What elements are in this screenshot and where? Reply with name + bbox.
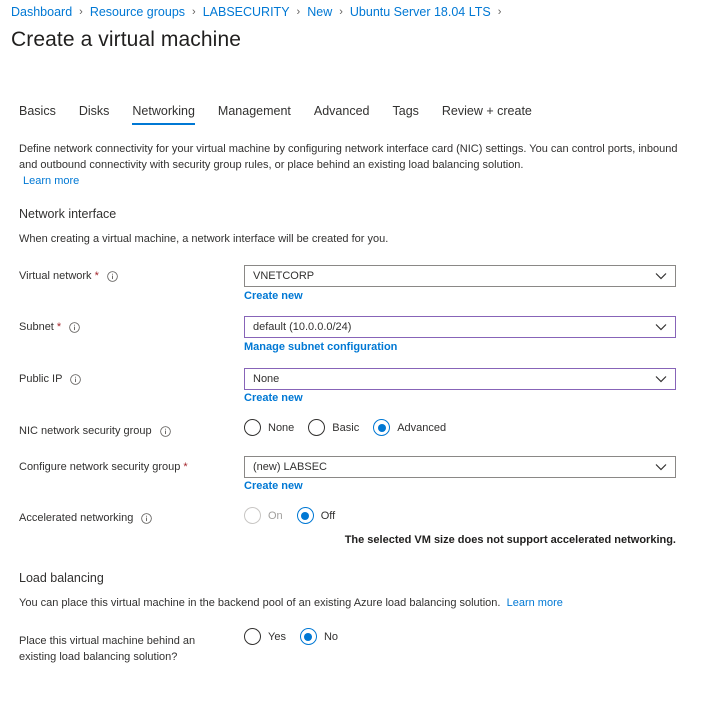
- breadcrumb-resource-groups[interactable]: Resource groups: [89, 5, 186, 19]
- subnet-dropdown[interactable]: [244, 316, 676, 338]
- required-marker: *: [183, 461, 188, 473]
- radio-label: Advanced: [397, 421, 447, 434]
- nic-nsg-label-text: NIC network security group: [19, 425, 152, 437]
- accelerated-on-radio: [244, 507, 283, 524]
- chevron-right-icon: ›: [497, 6, 502, 18]
- radio-circle: [244, 419, 261, 436]
- nic-nsg-advanced-radio[interactable]: [373, 419, 446, 436]
- nic-nsg-label: [19, 425, 171, 437]
- nic-nsg-none-radio[interactable]: [244, 419, 294, 436]
- tab-tags[interactable]: Tags: [392, 104, 419, 118]
- breadcrumb-labsecurity[interactable]: LABSECURITY: [202, 5, 290, 19]
- chevron-right-icon: ›: [339, 6, 343, 18]
- info-icon[interactable]: [107, 271, 118, 282]
- virtual-network-value: VNETCORP: [253, 270, 315, 282]
- configure-nsg-dropdown[interactable]: [244, 456, 676, 478]
- chevron-down-icon: [655, 463, 667, 471]
- breadcrumb-dashboard[interactable]: Dashboard: [11, 5, 73, 19]
- nic-nsg-basic-radio[interactable]: [308, 419, 359, 436]
- load-balancer-no-radio[interactable]: [300, 628, 338, 645]
- radio-label: No: [323, 630, 339, 643]
- accelerated-networking-label-text: Accelerated networking: [19, 512, 134, 524]
- chevron-down-icon: [655, 375, 667, 383]
- tab-management[interactable]: Management: [217, 104, 291, 118]
- chevron-right-icon: ›: [192, 6, 196, 18]
- radio-label: On: [268, 509, 283, 522]
- virtual-network-label: [19, 270, 118, 282]
- tab-networking[interactable]: Networking: [132, 104, 195, 125]
- configure-nsg-label: [19, 461, 188, 473]
- chevron-down-icon: [655, 323, 667, 331]
- learn-more-link[interactable]: Learn more: [23, 175, 80, 187]
- radio-circle-checked: [373, 419, 390, 436]
- breadcrumb-new[interactable]: New: [307, 5, 333, 19]
- info-icon[interactable]: [160, 426, 171, 437]
- public-ip-value: None: [253, 373, 280, 385]
- load-balancing-title: Load balancing: [19, 571, 104, 585]
- chevron-down-icon: [655, 272, 667, 280]
- radio-circle: [244, 628, 261, 645]
- breadcrumb: [11, 5, 508, 19]
- radio-circle-checked: [300, 628, 317, 645]
- public-ip-label-text: Public IP: [19, 373, 63, 385]
- tab-disks[interactable]: Disks: [78, 104, 110, 118]
- required-marker: *: [94, 270, 99, 282]
- radio-label: None: [268, 421, 295, 434]
- chevron-right-icon: ›: [79, 6, 83, 18]
- radio-label: Off: [320, 509, 336, 522]
- radio-label: Basic: [332, 421, 360, 434]
- public-ip-dropdown[interactable]: [244, 368, 676, 390]
- networking-description: [19, 141, 679, 189]
- page-title: Create a virtual machine: [11, 28, 242, 51]
- subnet-label: [19, 321, 80, 333]
- configure-nsg-value: (new) LABSEC: [253, 461, 327, 473]
- create-new-public-ip-link[interactable]: Create new: [244, 392, 303, 404]
- tab-basics[interactable]: Basics: [19, 104, 56, 118]
- accelerated-radio-group: [244, 507, 349, 524]
- radio-circle-checked: [297, 507, 314, 524]
- accelerated-note: The selected VM size does not support accelerated networking.: [344, 534, 676, 546]
- network-interface-title: Network interface: [19, 207, 117, 221]
- virtual-network-dropdown[interactable]: [244, 265, 676, 287]
- info-icon[interactable]: [141, 513, 152, 524]
- configure-nsg-label-text: Configure network security group: [19, 461, 181, 473]
- question-line-1: Place this virtual machine behind an: [19, 635, 196, 647]
- create-new-vnet-link[interactable]: Create new: [244, 290, 303, 302]
- radio-circle: [244, 507, 261, 524]
- load-balancing-subtitle-text: You can place this virtual machine in the backend pool of an existing Azure load balancing solution.: [19, 597, 501, 609]
- load-balancer-question: [19, 633, 195, 665]
- subnet-value: default (10.0.0.0/24): [253, 321, 352, 333]
- accelerated-off-radio[interactable]: [297, 507, 335, 524]
- chevron-right-icon: ›: [296, 6, 301, 18]
- load-balancing-subtitle: [19, 597, 563, 609]
- manage-subnet-link[interactable]: Manage subnet configuration: [244, 341, 398, 353]
- accelerated-networking-label: [19, 512, 152, 524]
- create-new-nsg-link[interactable]: Create new: [244, 480, 303, 492]
- load-balancer-yes-radio[interactable]: [244, 628, 286, 645]
- network-interface-subtitle: When creating a virtual machine, a network interface will be created for you.: [19, 233, 389, 245]
- public-ip-label: [19, 373, 81, 385]
- info-icon[interactable]: [70, 374, 81, 385]
- tab-bar: [19, 104, 555, 125]
- load-balancer-radio-group: [244, 628, 352, 645]
- radio-label: Yes: [268, 630, 286, 643]
- nic-nsg-radio-group: [244, 419, 460, 436]
- load-balancing-learn-more-link[interactable]: Learn more: [506, 597, 563, 609]
- tab-review-create[interactable]: Review + create: [441, 104, 532, 118]
- description-text: Define network connectivity for your virtual machine by configuring network interface card (NIC) settings. You can control ports, inbound and outbound connectivity with security group rules, or place behind an existing load balancing solution.: [19, 143, 678, 171]
- subnet-label-text: Subnet: [19, 321, 54, 333]
- question-line-2: existing load balancing solution?: [19, 651, 178, 663]
- tab-advanced[interactable]: Advanced: [313, 104, 370, 118]
- info-icon[interactable]: [69, 322, 80, 333]
- required-marker: *: [56, 321, 62, 333]
- virtual-network-label-text: Virtual network: [19, 270, 92, 282]
- radio-circle: [308, 419, 325, 436]
- breadcrumb-ubuntu-server[interactable]: Ubuntu Server 18.04 LTS: [349, 5, 491, 19]
